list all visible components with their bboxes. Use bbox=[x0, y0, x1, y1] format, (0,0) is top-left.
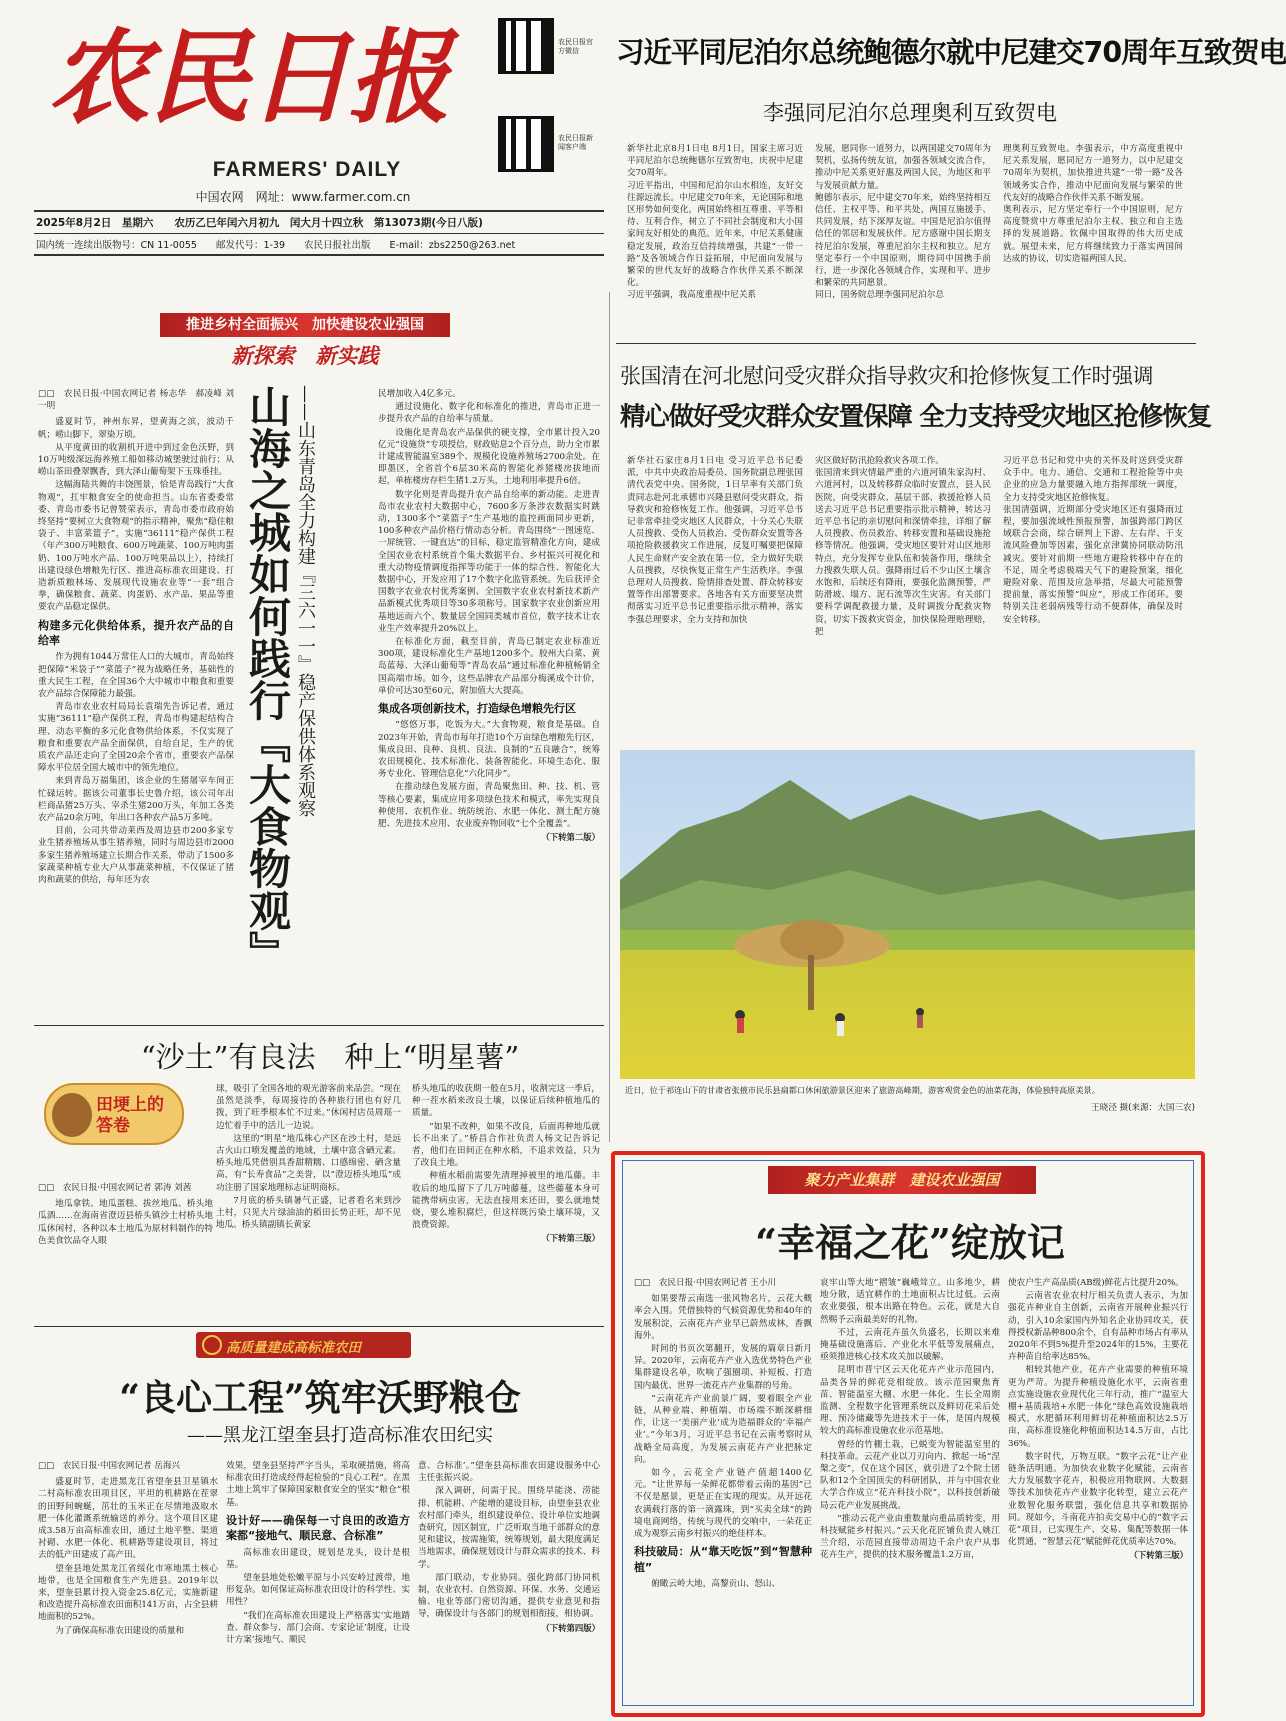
flower-p10: “推动云花产业由重数量向重品质转变，用科技赋能乡村振兴。”云天化花匠铺负责人姚江兰介绍，示范园直接带动周边千余户农户从事花卉生产，提供的技术服务覆盖1.2万亩， bbox=[820, 1513, 1000, 1561]
flower-p7: 不过，云南花卉虽久负盛名，长期以来难掩基础设施落后、产业化水平低等发展痛点，亟须推进核心技术攻关加以破解。 bbox=[820, 1327, 1000, 1363]
mountain-p6: 来到青岛万福集团，该企业的生猪屠宰车间正忙碌运转。据该公司董事长史鲁介绍，该公司年出栏商品猪25万头、宰杀生猪200万头，年加工各类农产品20余万吨，年出口各种农产品5万多吨。 bbox=[38, 776, 234, 824]
qr-wechat-label: 农民日报官方微信 bbox=[558, 38, 593, 56]
farmland-column-1 bbox=[38, 1460, 218, 1718]
farmland-subhead: ——黑龙江望奎县打造高标准农田纪实 bbox=[187, 1425, 493, 1446]
potato-p5: 桥头地瓜的收获期一般在5月，收割完这一季后，种一茬水稻来改良土壤，以保证后续种植地瓜的质量。 bbox=[412, 1084, 600, 1119]
photo-credit: 王晓泾 摄(来源：大国三农) bbox=[1091, 1103, 1195, 1113]
flower-p4: 如今，云花全产业链产值超1400亿元。“让世界每一朵鲜花都带着云南的基因”已不仅是愿景，更是正在实现的现实。从开远花农满载打落的第一滴露珠，到“买卖全球”的跨境电商网络，传统与现代的交响中，一朵花正成为观察云南乡村振兴的绝佳样本。 bbox=[634, 1468, 812, 1540]
flower-sub1: 科技破局：从“靠天吃饭”到“智慧种植” bbox=[634, 1545, 812, 1574]
masthead-title: 农民日报 bbox=[48, 18, 448, 138]
flower-column-2 bbox=[820, 1277, 1000, 1697]
mountain-p12: 在标准化方面，截至目前，青岛已制定农业标准近300项，建设标准化生产基地1200多个。胶州大白菜、黄岛蓝莓、大泽山葡萄等“青岛农品”通过标准化种植畅销全国高端市场。如今，这些品牌农产品部分梅溪成个计价，单价可达30至60元，附加值大大提高。 bbox=[378, 637, 600, 696]
farmland-sub1: 设计好——确保每一寸良田的改造方案都“接地气、顺民意、合标准” bbox=[226, 1513, 410, 1543]
mountain-p7: 目前，公司共带动莱西及周边县市200多家专业生猪养殖场从事生猪养殖，同时与周边县市2000多家生猪养殖场建立长期合作关系，带动了1500多家蔬菜种植专业大户从事蔬菜种植，不仅保证了猪肉和蔬菜的供给，每年还为农 bbox=[38, 826, 234, 886]
masthead-english: FARMERS' DAILY bbox=[212, 158, 402, 181]
flood-headline[interactable]: 精心做好受灾群众安置保障 全力支持受灾地区抢修恢复 bbox=[620, 402, 1211, 432]
mountain-p1: 盛夏时节，神州东昇，望黄海之滨，波动千帆；崂山脚下，翠染万顷。 bbox=[38, 417, 234, 440]
flower-p11: 使农户生产高品质(AB级)鲜花占比提升20%。 bbox=[1008, 1278, 1184, 1288]
flower-p9: 曾经的竹棚土栽，已蜕变为智能温室里的科技革命。云花产业以刀刃向内、掀起一场“涅槃之变”，仅在这个园区，就引进了2个院士团队和12个全国顶尖的科研团队，并与中国农业大学合作成立“花卉科技小院”，以科技创新破局云花产业发展挑战。 bbox=[820, 1439, 1000, 1511]
divider-mountain bbox=[34, 1025, 604, 1026]
mountain-column-2 bbox=[378, 388, 600, 1020]
farmland-banner bbox=[196, 1332, 411, 1358]
mountain-headline-text: 山海之城如何践行『大食物观』 bbox=[243, 385, 292, 973]
masthead-site[interactable]: 中国农网 网址：www.farmer.com.cn bbox=[195, 190, 411, 204]
potato-p2: 球，吸引了全国各地的观光游客前来品尝。“现在虽然是淡季，每周接待的各种旅行团也有好几拨，到了旺季根本忙不过来。”休闲村店员周瑶一边忙着手中的活儿一边说。 bbox=[216, 1084, 401, 1131]
potato-headline[interactable]: “沙土”有良法 种上“明星薯” bbox=[140, 1040, 520, 1074]
masthead bbox=[0, 0, 615, 290]
flower-p13: 相较其他产业，花卉产业需要的种植环境更为严苛。为提升种植设施化水平，云南省重点实施设施农业现代化三年行动，推广“温室大棚+基质栽培+水肥一体化”绿色高效设施栽培模式，水肥循环利用鲜切花种植面积达2.5万亩，高标准设施化种植面积达14.5万亩，占比36%。 bbox=[1008, 1365, 1188, 1449]
lead-column-3: 理奥利互致贺电。李强表示，中方高度重视中尼关系发展，愿同尼方一道努力，以中尼建交70周年为契机，加快推进共建“一带一路”及各领域务实合作，推动中尼面向发展与繁荣的世代友好的战略合作伙伴关系不断发展。 奥利表示，尼方坚定奉行一个中国原则，尼方高度赞赏中方尊重尼泊尔主权、独立和自主选择的发展道路。钦佩中国取得的伟大历史成就。展望未来，尼方将继续致力于落实两国间达成的协议，切实造福两国人民。 bbox=[1003, 144, 1183, 264]
rapeseed-photo[interactable] bbox=[620, 750, 1195, 1079]
mountain-p13: “悠悠万事，吃饭为大。”大食物观，粮食是基础。自2023年开始，青岛市每年打造10个万亩绿色增粮先行区，集成良田、良种、良机、良法、良制的“五良融合”，统筹农田规模化、技术标准化、装备智能化、环境生态化、服务专业化、管理信息化“六化同步”。 bbox=[378, 720, 600, 780]
flower-banner bbox=[768, 1166, 1036, 1194]
mountain-p5: 青岛市农业农村局局长袁瑞先告诉记者，通过实施“36111”稳产保供工程，青岛市构建起结构合理、动态平衡的多元化食物供给体系，不仅实现了粮食和重要农产品全面保供，自给自足，生产的优质农产品还走向了全国20余个省市，重要农产品保障水平位居全国大城市中的领先地位。 bbox=[38, 702, 234, 774]
farmland-p5: 高标准农田建设，规划是龙头，设计是根基。 bbox=[226, 1547, 410, 1570]
mountain-continued[interactable]: （下转第二版） bbox=[541, 832, 600, 843]
mountain-headline[interactable] bbox=[244, 385, 290, 995]
flood-column-1: 新华社石家庄8月1日电 受习近平总书记委派，中共中央政治局委员、国务院副总理张国清代表党中央、国务院，1日早率有关部门负责同志赴河北承德市兴隆县慰问受灾群众，指导救灾和抢修恢复工作。他强调，习近平总书记非常牵挂受灾地区人民群众，十分关心失联人员搜救、受伤人员救治、受伤群众安置等各项抢险救援救灾工作进展，反复叮嘱要把保障人民生命财产安全放在第一位，全力做好失联人员搜救，尽快恢复正常生产生活秩序。李强总理对人员搜救、险情排查处置、群众转移安置等作出部署要求。各地各有关方面要坚决贯彻落实习近平总书记重要指示批示精神，落实李强总理要求，全力支持和加快 bbox=[627, 456, 803, 625]
flower-p14: 数字时代，万物互联。“数字云花”让产业链条活明通。为加快农业数字化赋能，云南省大力发展数字花卉，积极应用物联网、大数据等技术加快花卉产业数字化转型，建立云花产业数智化服务联盟，强化信息共享和数据协同。现如今，斗南花卉拍卖交易中心的“数字云花”项目，已实现生产、交易、集配等数据一体化贯通，“智慧云花”赋能鲜花优质率达70%。 bbox=[1008, 1451, 1188, 1548]
qr-app-label: 农民日报新闻客户端 bbox=[558, 134, 593, 152]
potato-p1: 地瓜拿铁、地瓜蛋糕、拔丝地瓜、桥头地瓜酒……在海南省澄迈县桥头镇沙土村桥头地瓜休闲村，各种以本土地瓜为原材料制作的特色美食饮品夺人眼 bbox=[38, 1199, 213, 1246]
special-banner bbox=[160, 313, 450, 337]
potato-p6: “如果不改种，如果不改良，后面再种地瓜就长不出来了。”桥昌合作社负责人杨文记告诉记者，他们在田间正在种水稻，不追求效益，只为了改良土地。 bbox=[412, 1121, 600, 1169]
flower-p8: 昆明市晋宁区云天化花卉产业示范园内，品类各异的鲜花竞相绽放。该示范园聚焦育苗、智能温室大棚、水肥一体化、生长全周期监测、全程数字化管理系统以及鲜切花采后处理、预冷储藏等先进技术于一体，是国内规模较大的高标准设施农业示范基地。 bbox=[820, 1365, 1000, 1437]
flower-byline: □□ 农民日报·中国农网记者 王小川 bbox=[634, 1278, 777, 1288]
lead-column-2: 发展，愿同你一道努力，以两国建交70周年为契机，弘扬传统友谊，加强各领域交流合作，推动中尼关系更好惠及两国人民，为地区和平与发展贡献力量。 鲍德尔表示，尼中建交70年来，始终坚持相互信任、主权平等、和平共处，两国互施援手、共同发展，结下深厚友谊。中国是尼泊尔值得信任的邻居和发展伙伴。尼方感谢中国长期支持尼泊尔发展，尊重尼泊尔主权和独立。尼方坚定奉行一个中国原则，期待同中国携手前行，进一步深化各领域合作，实现和平、进步和繁荣的共同愿景。 同日，国务院总理李强同尼泊尔总 bbox=[815, 144, 991, 301]
date-line: 2025年8月2日 星期六 农历乙巳年闰六月初九 闰大月十四立秋 第13073期(今日八版) bbox=[36, 217, 483, 229]
potato-badge-text: 田埂上的答卷 bbox=[96, 1095, 164, 1136]
lead-headline[interactable]: 习近平同尼泊尔总统鲍德尔就中尼建交70周年互致贺电 bbox=[616, 36, 1286, 69]
farmland-p4: 效果，望奎县坚持严字当头，采取硬措施，将高标准农田打造成经得起检验的“良心工程”。在黑土地上筑牢了保障国家粮食安全的坚实“粮仓”根基。 bbox=[226, 1461, 410, 1508]
masthead-rule-top bbox=[34, 210, 604, 212]
potato-column-1 bbox=[38, 1182, 213, 1322]
flood-kicker[interactable]: 张国清在河北慰问受灾群众指导救灾和抢修恢复工作时强调 bbox=[620, 364, 1153, 388]
mountain-p3: 这幅海陆共舞的丰饶图景，恰是青岛践行“大食物观”，扛牢粮食安全的使命担当。山东省委委常委、青岛市委书记曾赞荣表示，青岛市委市政府始终坚持“要树立大食物观”的指示精神，聚焦“稳住粮袋子、丰富菜篮子”，实施“36111”稳产保供工程（年产300万吨粮食、600万吨蔬菜、100万吨肉蛋奶、100万吨水产品、100万吨果品以上），持续打出建设绿色增粮先行区、推进高标准农田建设、打造新质粮林场、发展现代设施农业等“一套”组合拳，确保粮食、蔬菜、肉蛋奶、水产品、果品等重要农产品稳定保供。 bbox=[38, 480, 234, 613]
farmland-p2: 望奎县地处黑龙江省绥化市寒地黑土核心地带，也是全国粮食生产先进县。2019年以来，望奎县累计投入资金25.8亿元，实施新建和改造提升高标准农田面积141万亩，占全县耕地面积的52%。 bbox=[38, 1563, 218, 1623]
vertical-divider bbox=[609, 292, 610, 1142]
mountain-sub2: 集成各项创新技术，打造绿色增粮先行区 bbox=[378, 702, 576, 716]
special-banner-title: 推进乡村全面振兴 加快建设农业强国 bbox=[186, 317, 424, 333]
divider-potato bbox=[34, 1326, 604, 1327]
mountain-p8: 民增加收入4亿多元。 bbox=[378, 389, 461, 399]
photo-caption: 近日，位于祁连山下的甘肃省张掖市民乐县扁都口休闲旅游景区迎来了旅游高峰期，游客观赏金色的油菜花海，体验独特高原美景。 bbox=[625, 1085, 1100, 1095]
farmland-banner-text: 高质量建成高标准农田 bbox=[226, 1340, 361, 1356]
lead-subhead[interactable]: 李强同尼泊尔总理奥利互致贺电 bbox=[763, 101, 1057, 125]
flower-p1: 如果要帮云南选一张风物名片，云花大概率会入围。凭借独特的气候资源优势和40年的发展积淀，云南花卉产业早已蔚然成林，香飘海外。 bbox=[634, 1294, 812, 1341]
lead-column-1: 新华社北京8月1日电 8月1日，国家主席习近平同尼泊尔总统鲍德尔互致贺电，庆祝中尼建交70周年。 习近平指出，中国和尼泊尔山水相连，友好交往源远流长。中尼建交70年来，无论国际和地区形势如何变化，两国始终相互尊重、平等相待、互利合作，树立了不同社会制度和大小国家间友好相处的典范。近年来，中尼关系健康稳定发展，政治互信持续增强，共建“一带一路”及各领域合作日益拓展，中尼面向发展与繁荣的世代友好的战略合作伙伴关系不断深化。 习近平强调，我高度重视中尼关系 bbox=[627, 144, 803, 301]
wechat-qr-icon[interactable] bbox=[498, 18, 554, 74]
farmland-byline: □□ 农民日报·中国农网记者 岳海兴 bbox=[38, 1461, 181, 1471]
flower-p2: 时间的书页次第翻开，发展的篇章日新月异。2020年，云南花卉产业入选优势特色产业集群建设名单，吹响了强圈项、补短板、打造国内最优、世界一流花卉产业集群的号角。 bbox=[634, 1344, 812, 1391]
farmland-p7: “我们在高标准农田建设上严格落实‘实地踏查、群众参与、部门会商、专家论证’制度，让设计方案‘接地气、顺民 bbox=[226, 1610, 410, 1646]
farmland-column-3 bbox=[418, 1460, 600, 1718]
potato-column-3 bbox=[412, 1083, 600, 1323]
special-slogan: 新探索 新实践 bbox=[231, 343, 379, 368]
farmland-p1: 盛夏时节，走进黑龙江省望奎县卫星镇水二村高标准农田项目区，平坦的机耕路在茬翠的田野间蜿蜒，茁壮的玉米正在尽情地汲取水肥一体化灌溉系统输送的养分。这个项目区建成3.58万亩高标准农田，通过土地平整、渠道衬砌、水肥一体化、机耕路等建设项目，将过去的低产田建成了高产田。 bbox=[38, 1477, 218, 1561]
potato-p4: 7月底的桥头镇暑气正盛，记者看名来到沙土村，只见大片绿油油的稻田长势正旺，却不见地瓜。桥头镇副镇长黄家 bbox=[216, 1195, 401, 1231]
mountain-sub1: 构建多元化供给体系，提升农产品的自给率 bbox=[38, 618, 234, 648]
flower-p5: 俯瞰云岭大地，高黎贡山、怒山、 bbox=[651, 1579, 781, 1590]
farmland-headline[interactable]: “良心工程”筑牢沃野粮仓 bbox=[119, 1377, 521, 1419]
farmland-column-2 bbox=[226, 1460, 410, 1718]
mountain-p10: 设施化是青岛农产品保供的硬支撑，全市累计投入20亿元“设施贷”专项授信，财政贴息2个百分点，助力全市累计建成智能温室389个、规模化设施养殖场2700余处。在即墨区，全省首个6层30米高的智能化养猪楼房拔地而起，单栋楼房存栏生猪1.2万头，土地利用率提升6倍。 bbox=[378, 427, 600, 487]
potato-continued[interactable]: （下转第三版） bbox=[541, 1233, 600, 1244]
mountain-byline: □□ 农民日报·中国农网记者 杨志华 郝凌峰 刘一明 bbox=[38, 389, 234, 412]
mountain-subhead bbox=[292, 385, 318, 985]
potato-p7: 种植水稻前需要先清理掉被里的地瓜藤。丰收后的地瓜留下了几万吨藤蔓，这些藤蔓本身可能携带病虫害，无法直接用来还田，要么就地焚烧，要么堆积腐烂，但这样既污染土壤环境，又浪费资源。 bbox=[412, 1171, 600, 1231]
farmland-p6: 望奎县地处松嫩平原与小兴安岭过渡带，地形复杂。如何保证高标准农田设计的科学性、实用性？ bbox=[226, 1573, 410, 1608]
farmland-p3: 为了确保高标准农田建设的质量和 bbox=[55, 1625, 185, 1636]
mountain-p4: 作为拥有1044万常住人口的大城市，青岛始终把保障“米袋子”“菜篮子”视为战略任务，基础性的重大民生工程，在全国36个大中城市中粮食和重要农产品综合保障能力最强。 bbox=[38, 652, 234, 700]
bird-icon bbox=[52, 1093, 92, 1137]
mountain-subhead-text: ——山东青岛全力构建『三六一一』稳产保供体系观察 bbox=[295, 385, 316, 817]
flower-column-1 bbox=[634, 1277, 812, 1697]
farmland-continued[interactable]: （下转第四版） bbox=[541, 1622, 600, 1633]
flower-p12: 云南省农业农村厅相关负责人表示，为加强花卉种业自主创新，云南省开展种业振兴行动，引入10余家国内外知名企业协同攻关，获得授权新品种800余个，自有品种市场占有率从2020年不到5%提升至2024年的15%，主要花卉种苗自给率达85%。 bbox=[1008, 1291, 1188, 1363]
masthead-rule-mid bbox=[34, 233, 604, 234]
info-line: 国内统一连续出版物号：CN 11-0055 邮发代号：1-39 农民日报社出版 E-mail：zbs2250@263.net bbox=[36, 240, 516, 251]
potato-byline: □□ 农民日报·中国农网记者 郭涛 刘茜 bbox=[38, 1183, 192, 1193]
masthead-rule-bottom bbox=[34, 254, 604, 256]
flower-p3: “云南花卉产业前景广阔，要着眼全产业链，从种业端、种植端、市场端不断深耕细作，让这一‘美丽产业’成为造福群众的‘幸福产业’。”今年3月，习近平总书记在云南考察时从战略全局高度，为发展云南花卉产业把脉定向。 bbox=[634, 1393, 812, 1465]
potato-badge bbox=[44, 1083, 184, 1145]
flower-banner-text: 聚力产业集群 建设农业强国 bbox=[804, 1171, 1000, 1189]
mountain-column-1 bbox=[38, 388, 234, 1020]
farmland-p8: 意、合标准’。”望奎县高标准农田建设服务中心主任张振兴说。 bbox=[418, 1461, 600, 1484]
flower-p6: 哀牢山等大地“褶皱”巍峨耸立。山多地少，耕地分散，适宜耕作的土地面积占比过低。云南农业要强，根本出路在特色。云花，就是大自然赐予云南最美好的礼物。 bbox=[820, 1278, 1000, 1325]
farmland-p10: 部门联动，专业协同。强化跨部门协同机制，农业农村、自然资源、环保、水务、交通运输、电业等部门密切沟通，提供专业意见和指导，确保设计与各部门的规划相衔接，相协调。 bbox=[418, 1572, 600, 1620]
mountain-p2: 从平度黄田的收割机开进中到过金色沃野，到10万吨级深远海养殖工船如移动城堡驶过前行；从崂山茶田叠翠飘香，到大泽山葡萄架下玉珠垂挂。 bbox=[38, 442, 234, 478]
flower-headline[interactable]: “幸福之花”绽放记 bbox=[755, 1220, 1065, 1265]
divider-lead bbox=[616, 343, 1196, 344]
flower-continued[interactable]: （下转第三版） bbox=[1129, 1550, 1188, 1561]
mountain-p9: 通过设施化、数字化和标准化的推进，青岛市正进一步提升农产品的自给率与质量。 bbox=[378, 402, 600, 425]
farmland-p9: 深入调研，问需于民。围绕旱能浇、涝能排、机能耕、产能增的建设目标，由望奎县农业农村部门牵头，组织建设单位、设计单位实地调查研究，因区制宜，广泛听取当地干部群众的意见和建议，按需施策，统筹规划，最大限度满足当地需求，确保规划设计与群众需求的技术、科学。 bbox=[418, 1486, 600, 1570]
flower-column-3 bbox=[1008, 1277, 1188, 1697]
potato-column-2 bbox=[216, 1083, 401, 1323]
photo-illustration bbox=[620, 750, 1195, 1079]
mountain-p14: 在推动绿色发展方面，青岛聚焦田、种、技、机、管等核心要素，集成应用多项绿色技术和模式，率先实现良种使用、农机作业、统防统治、水肥一体化、测土配方施肥、先进技术应用、农业废弃物回收“七个全覆盖”。 bbox=[378, 782, 600, 830]
flood-column-3: 习近平总书记和党中央的关怀及时送到受灾群众手中。电力、通信、交通和工程抢险等中央企业的应急力量要融入地方指挥部统一调度，全力支持受灾地区抢修恢复。 张国清强调，近期部分受灾地区还有强降雨过程，要加强流域性预报预警，加强跨部门跨区域联合会商，综合研判上下游、左右岸、干支流风险叠加等因素，强化京津冀协同联动防汛减灾。要针对前期一些地方避险转移中存在的不足，周全考虑极端天气下的避险预案，细化避险对象、范围及应急举措，尽最大可能预警提前量，落实预警“叫应”，形成工作闭环。要特别关注老弱病残等行动不便群体，确保及时安全转移。 bbox=[1003, 456, 1183, 625]
flood-column-2: 灾区做好防汛抢险救灾各项工作。 张国清来到灾情最严重的六道河镇朱家沟村、六道河村，以及转移群众临时安置点，县人民医院，向受灾群众、基层干部、救援抢修人员送去习近平总书记重要指示批示精神，转达习近平总书记的亲切慰问和深情牵挂，详细了解人员搜救、伤员救治、转移安置和基础设施抢修等情况。他强调，受灾地区要针对山区地形特点，充分发挥专业队伍和装备作用，继续全力搜救失联人员。强降雨过后不少山区土壤含水饱和，后续还有降雨，要强化监测预警，严防滑坡、塌方、泥石流等次生灾害。有关部门要科学调配救援力量，及时调拨分配救灾物资，切实下拨救灾资金，加快保险理赔理赔，把 bbox=[815, 456, 991, 637]
seal-icon bbox=[202, 1335, 222, 1355]
app-qr-icon[interactable] bbox=[498, 116, 554, 172]
potato-p3: 这里的“明星”地瓜株心产区在沙土村，是远古火山口喷发覆盖的地域，土壤中富含硒元素。桥头地瓜凭借别具香甜精糯、口感绵密、硒含量高，有“长寿食品”之美誉，以“澄迈桥头地瓜”成功注册了国家地理标志证明商标。 bbox=[216, 1133, 401, 1193]
mountain-p11: 数字化则是青岛提升农产品自给率的新动能。走进青岛市农业农村大数据中心，7600多万条涉农数据实时跳动，1300多个“菜篮子”生产基地的监控画面同步更新，100多种农产品价格行情动态分析。青岛围绕“一图速览、一屏统管、一键直达”的目标，稳定监管精准化方向，建成全国农业农村系统首个集大数据平台、乡村振兴可视化和重大动物疫情调度指挥等功能于一体的综合性、智能化大数据中心，开发应用了17个数字化监管系统。先后获评全国数字农业农村优秀案例、全国数字农业农村新技术新产品新模式优秀项目等30多项称号。国家数字农业创新应用基地远而六个、数量居全国同类城市首位，数字技术让农业生产效率提升20%以上。 bbox=[378, 489, 600, 634]
